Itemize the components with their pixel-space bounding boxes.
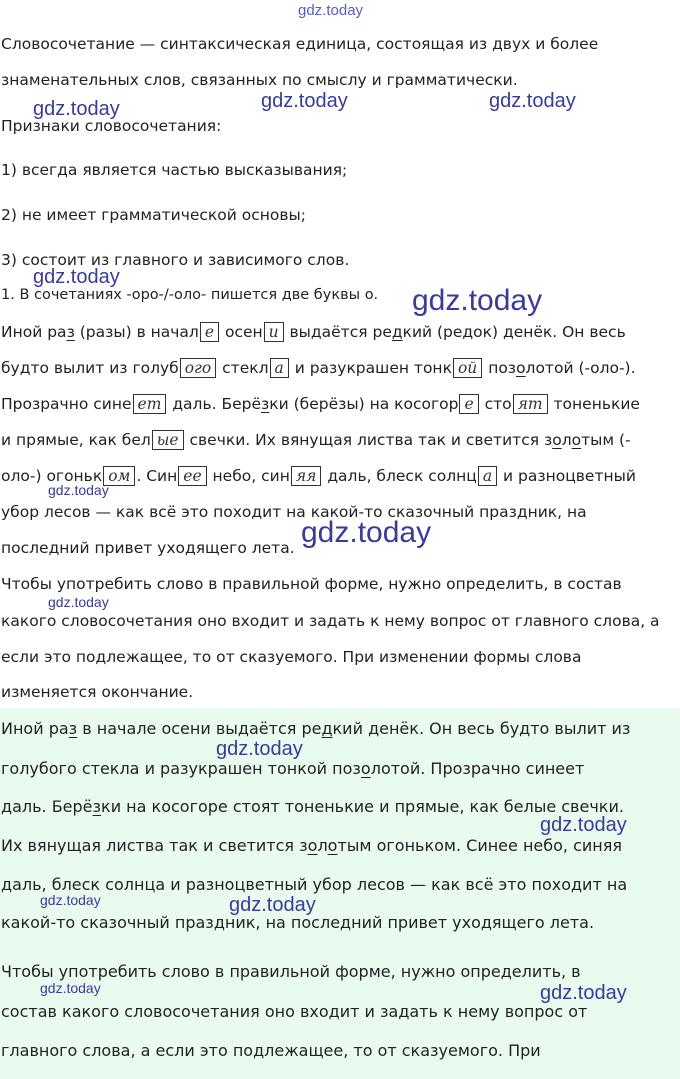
ending-box: яя [291,466,322,486]
explanation-line-4: изменяется окончание. [1,683,194,701]
exercise-line-7: последний привет уходящего лета. [1,539,295,557]
ending-box: е [459,394,478,414]
watermark: gdz.today [33,266,120,288]
ending-box: и [264,322,284,342]
watermark: gdz.today [489,90,576,112]
ending-box: ой [453,358,482,378]
watermark: gdz.today [216,738,303,760]
rule-line: 1. В сочетаниях -оро-/-оло- пишется две буквы о. [1,287,379,303]
watermark-top: gdz.today [298,2,364,19]
definition-line-2: знаменательных слов, связанных по смыслу и грамматически. [1,71,518,89]
answer-line-1: Иной раз в начале осени выдаётся редкий денёк. Он весь будто вылит из [1,719,631,738]
sign-item-2: 2) не имеет грамматической основы; [1,206,306,224]
answer-line-6: какой-то сказочный праздник, на последний привет уходящего лета. [1,913,595,932]
ending-box: а [478,466,497,486]
signs-title: Признаки словосочетания: [1,117,222,135]
answer-line-5: даль, блеск солнца и разноцветный убор лесов — как всё это походит на [1,875,628,894]
ending-box: а [270,358,289,378]
answer-line-2: голубого стекла и разукрашен тонкой позолотой. Прозрачно синеет [1,759,585,778]
watermark: gdz.today [261,90,348,112]
watermark: gdz.today [540,982,627,1004]
explanation-line-2: какого словосочетания оно входит и задать к нему вопрос от главного слова, а [1,612,660,630]
answer-line-8: состав какого словосочетания оно входит и задать к нему вопрос от [1,1002,588,1021]
ending-box: ого [180,358,217,378]
explanation-line-1: Чтобы употребить слово в правильной форме, нужно определить, в состав [1,575,622,593]
ending-box: ые [152,430,184,450]
definition-line-1: Словосочетание — синтаксическая единица, состоящая из двух и более [1,35,599,53]
exercise-line-1: Иной раз (разы) в начал е осен и выдаётся редкий (редок) денёк. Он весь [1,323,626,341]
watermark: gdz.today [412,284,543,317]
watermark: gdz.today [40,980,101,996]
ending-box: ом [103,466,135,486]
ending-box: е [200,322,219,342]
answer-line-9: главного слова, а если это подлежащее, то от сказуемого. При [1,1041,541,1060]
exercise-line-3: Прозрачно сине ет даль. Берёзки (берёзы) на косогор е сто ят тоненькие [1,395,640,413]
answer-line-7: Чтобы употребить слово в правильной форме, нужно определить, в [1,962,581,981]
watermark: gdz.today [229,894,316,916]
watermark: gdz.today [540,814,627,836]
ending-box: ее [178,466,206,486]
watermark: gdz.today [33,98,120,120]
sign-item-3: 3) состоит из главного и зависимого слов. [1,251,350,269]
watermark: gdz.today [48,594,109,610]
exercise-line-6: убор лесов — как всё это походит на какой-то сказочный праздник, на [1,503,587,521]
exercise-line-5: оло-) огоньк ом . Син ее небо, син яя даль, блеск солнц а и разноцветный [1,467,636,485]
watermark: gdz.today [48,482,109,498]
ending-box: ет [133,394,167,414]
answer-line-3: даль. Берёзки на косогоре стоят тоненькие и прямые, как белые свечки. [1,797,624,816]
ending-box: ят [513,394,548,414]
watermark: gdz.today [40,892,101,908]
watermark: gdz.today [301,516,432,549]
explanation-line-3: если это подлежащее, то от сказуемого. При изменении формы слова [1,648,582,666]
exercise-line-4: и прямые, как бел ые свечки. Их вянущая листва так и светится золотым (- [1,431,631,449]
exercise-line-2: будто вылит из голуб ого стекл а и разукрашен тонк ой позолотой (-оло-). [1,359,636,377]
answer-line-4: Их вянущая листва так и светится золотым огоньком. Синее небо, синяя [1,836,622,855]
sign-item-1: 1) всегда является частью высказывания; [1,161,348,179]
